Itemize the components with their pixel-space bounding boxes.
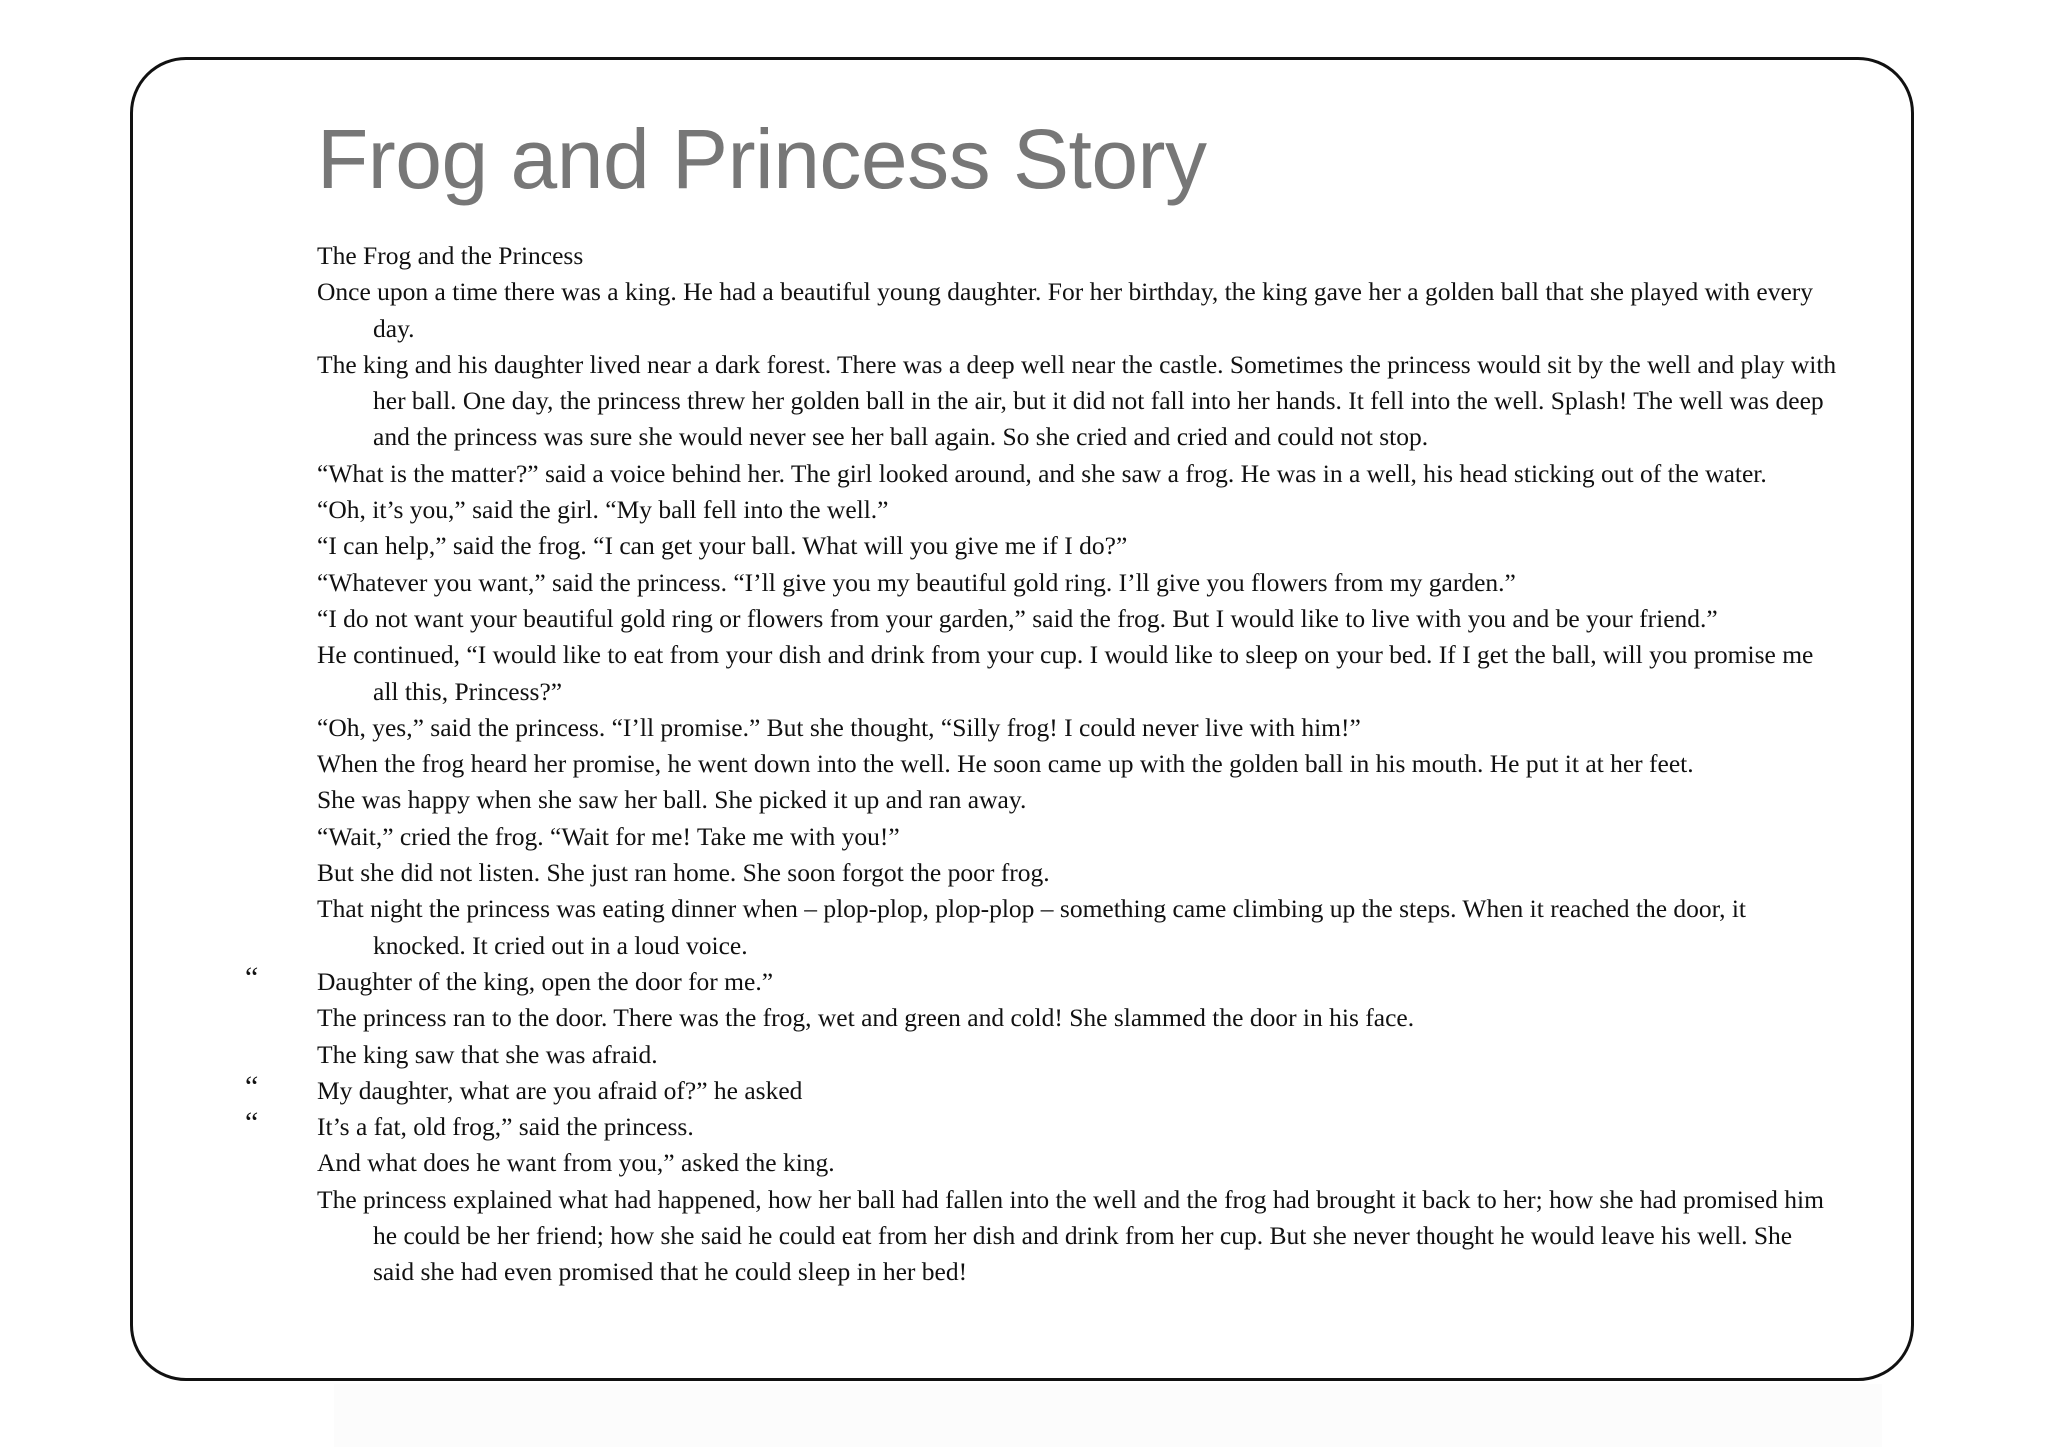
- story-quote-text: It’s a fat, old frog,” said the princess.: [317, 1112, 694, 1142]
- story-paragraph: The king and his daughter lived near a dark forest. There was a deep well near the castle. Sometimes the princess would sit by the well and play with her ball. One day, the princess threw her golden ball in the air, but it did not fall into her hands. It fell into the well. Splash! The well was deep and the princess was sure she would never see her ball again. So she cried and cried and could not stop.: [317, 349, 1837, 452]
- story-quote-line: [317, 1109, 1837, 1145]
- story-quote-line: [317, 964, 1837, 1000]
- story-paragraph: “I can help,” said the frog. “I can get your ball. What will you give me if I do?”: [317, 531, 1128, 561]
- story-paragraph: She was happy when she saw her ball. She picked it up and ran away.: [317, 785, 1027, 815]
- story-paragraph: “Whatever you want,” said the princess. “I’ll give you my beautiful gold ring. I’ll give you flowers from my garden.”: [317, 567, 1516, 597]
- story-paragraph: “Oh, yes,” said the princess. “I’ll promise.” But she thought, “Silly frog! I could never live with him!”: [317, 712, 1361, 742]
- story-paragraph: And what does he want from you,” asked the king.: [317, 1148, 835, 1178]
- story-paragraph: The princess explained what had happened, how her ball had fallen into the well and the frog had brought it back to her; how she had promised him he could be her friend; how she said he could eat from her dish and drink from her cup. But she never thought he would leave his well. She said she had even promised that he could sleep in her bed!: [317, 1184, 1824, 1287]
- story-paragraph: “What is the matter?” said a voice behind her. The girl looked around, and she saw a frog. He was in a well, his head sticking out of the water.: [317, 458, 1767, 488]
- story-paragraph: When the frog heard her promise, he went down into the well. He soon came up with the golden ball in his mouth. He put it at her feet.: [317, 749, 1694, 779]
- story-paragraph: “Oh, it’s you,” said the girl. “My ball fell into the well.”: [317, 495, 889, 525]
- story-quote-text: My daughter, what are you afraid of?” he asked: [317, 1075, 803, 1105]
- story-paragraph: That night the princess was eating dinner when – plop-plop, plop-plop – something came climbing up the steps. When it reached the door, it knocked. It cried out in a loud voice.: [317, 894, 1747, 960]
- story-paragraph: He continued, “I would like to eat from your dish and drink from your cup. I would like to sleep on your bed. If I get the ball, will you promise me all this, Princess?”: [317, 640, 1814, 706]
- slide-footer-band: [334, 1384, 1882, 1447]
- story-paragraph: “I do not want your beautiful gold ring or flowers from your garden,” said the frog. But I would like to live with you and be your friend.”: [317, 603, 1718, 633]
- story-quote-text: Daughter of the king, open the door for me.”: [317, 966, 774, 996]
- story-paragraph: But she did not listen. She just ran home. She soon forgot the poor frog.: [317, 858, 1050, 888]
- story-heading: The Frog and the Princess: [317, 241, 584, 270]
- story-paragraph: The princess ran to the door. There was the frog, wet and green and cold! She slammed the door in his face.: [317, 1003, 1415, 1033]
- story-body: [317, 238, 1837, 1291]
- story-paragraph: “Wait,” cried the frog. “Wait for me! Take me with you!”: [317, 821, 900, 851]
- story-quote-line: [317, 1073, 1837, 1109]
- story-paragraph: Once upon a time there was a king. He had a beautiful young daughter. For her birthday, the king gave her a golden ball that she played with every day.: [317, 277, 1814, 343]
- slide-title: Frog and Princess Story: [317, 112, 1207, 206]
- story-paragraph: The king saw that she was afraid.: [317, 1039, 658, 1069]
